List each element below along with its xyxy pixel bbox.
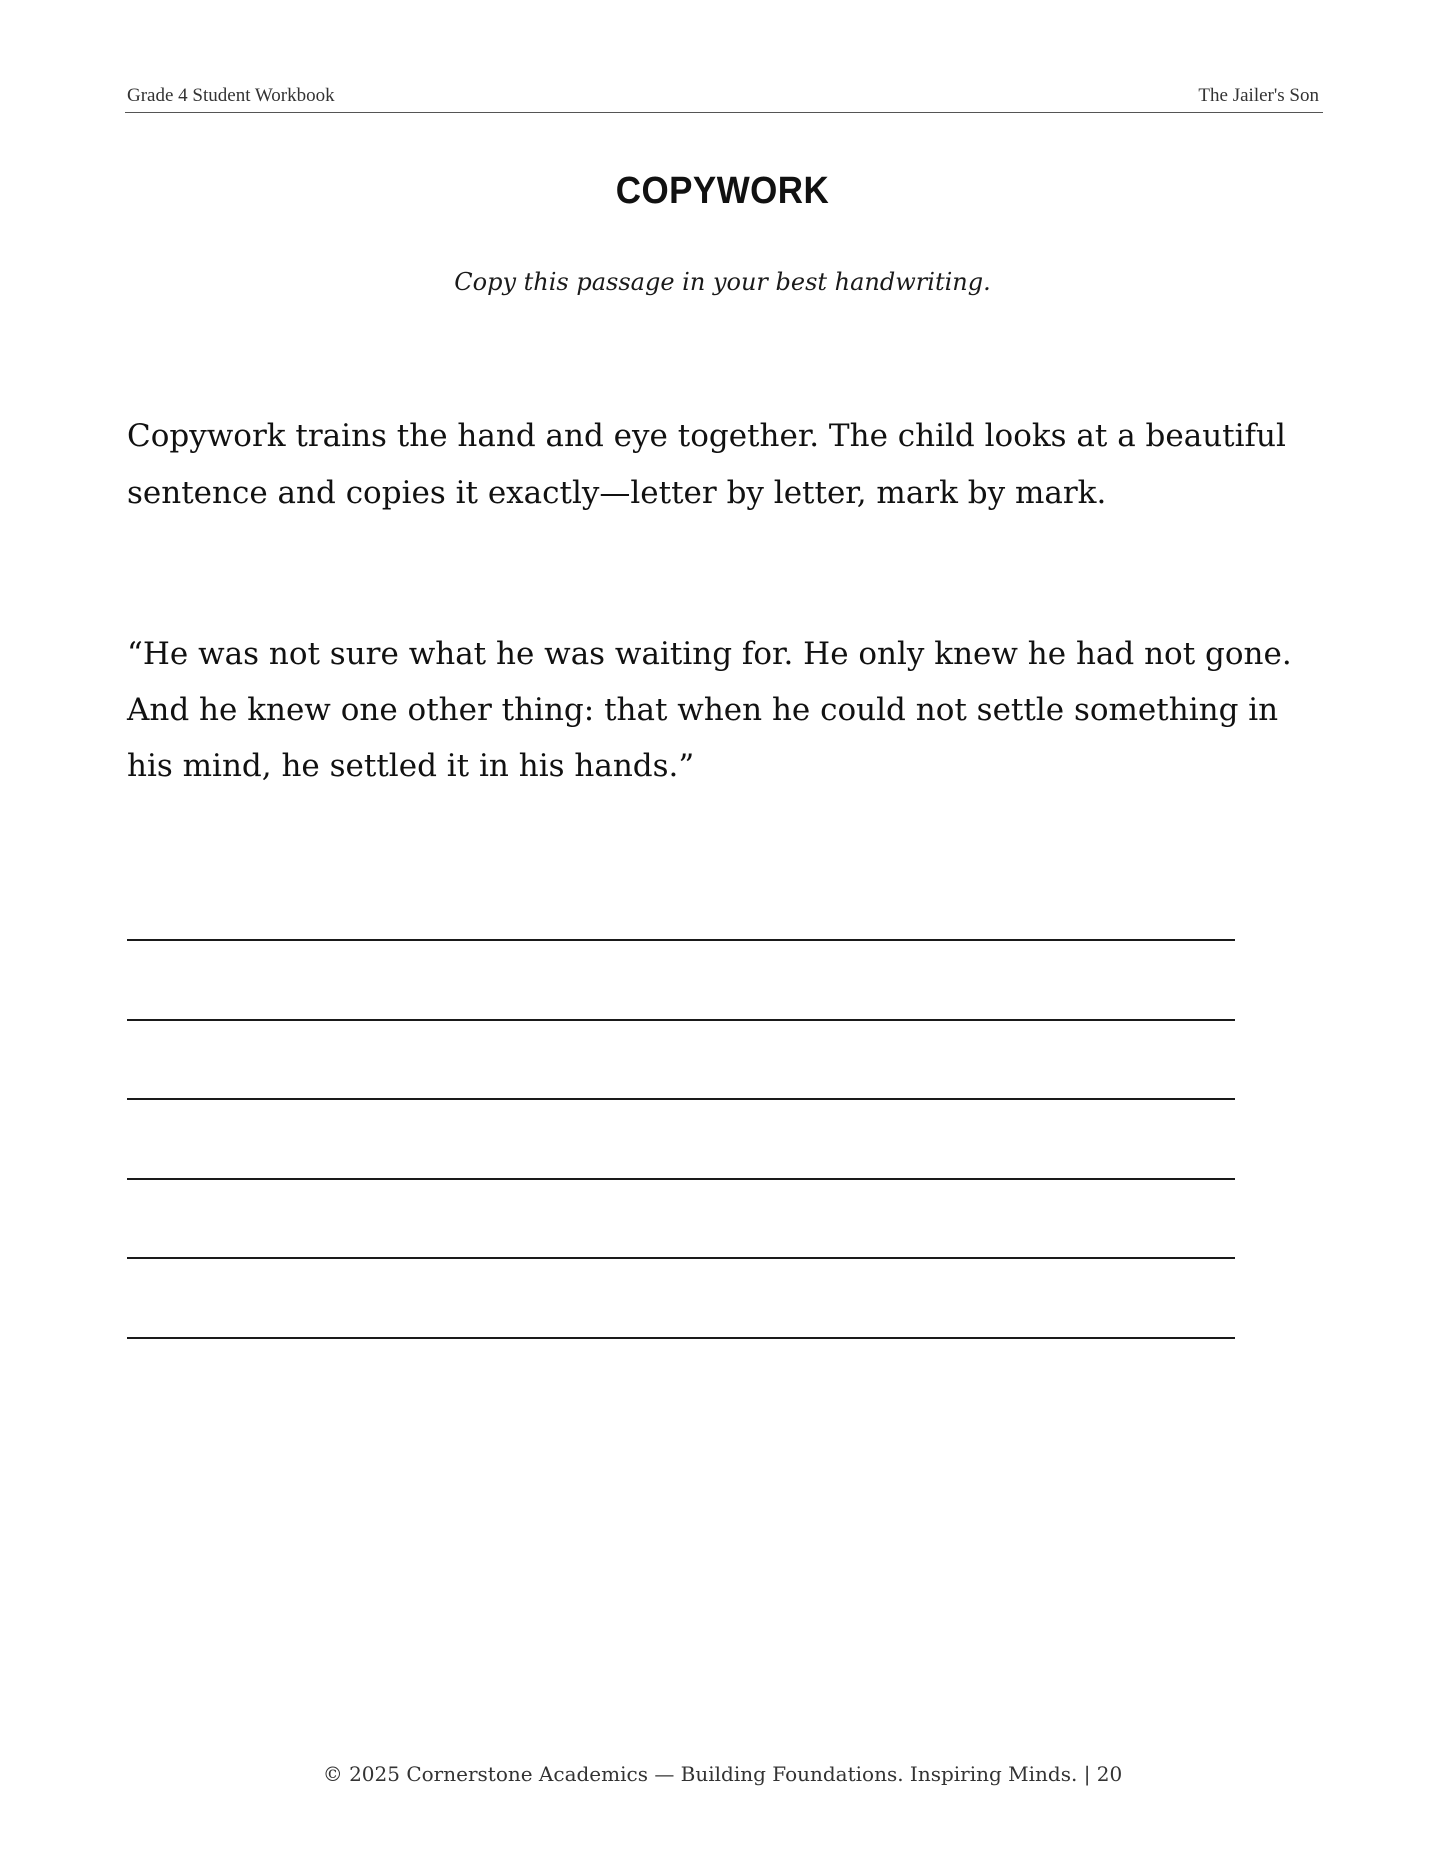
writing-lines bbox=[127, 939, 1235, 1416]
intro-paragraph: Copywork trains the hand and eye together. The child looks at a beautiful sentence and copies it exactly—letter by letter, mark by mark. bbox=[127, 418, 1286, 511]
page-title: COPYWORK bbox=[615, 170, 830, 212]
instructions: Copy this passage in your best handwriting. bbox=[454, 268, 991, 296]
writing-line bbox=[127, 939, 1235, 941]
writing-line bbox=[127, 1178, 1235, 1180]
page-footer: © 2025 Cornerstone Academics — Building Foundations. Inspiring Minds. | 20 bbox=[322, 1762, 1123, 1786]
header-book-title: The Jailer's Son bbox=[1198, 85, 1319, 106]
copy-passage: “He was not sure what he was waiting for. He only knew he had not gone. And he knew one other thing: that when he could not settle something in his mind, he settled it in his hands.” bbox=[127, 636, 1292, 784]
writing-line bbox=[127, 1098, 1235, 1100]
writing-line bbox=[127, 1337, 1235, 1339]
writing-line bbox=[127, 1019, 1235, 1021]
header-workbook-title: Grade 4 Student Workbook bbox=[127, 85, 335, 106]
page-header bbox=[125, 84, 1323, 113]
writing-line bbox=[127, 1257, 1235, 1259]
